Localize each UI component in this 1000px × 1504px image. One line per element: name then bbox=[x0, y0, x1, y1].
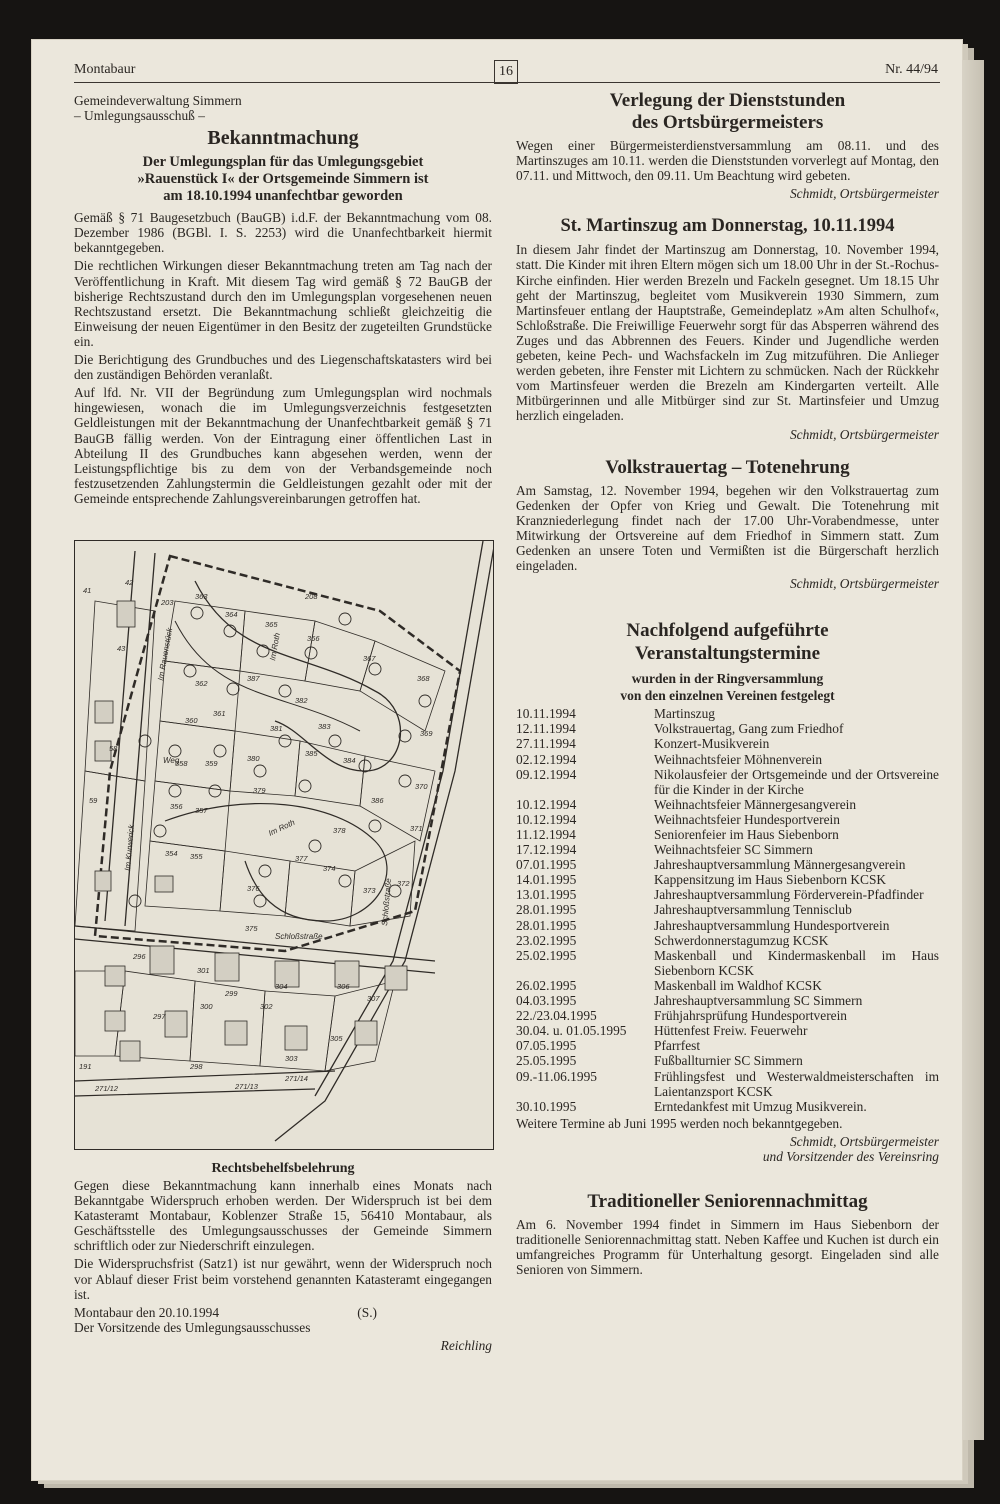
article-title: Veranstaltungstermine bbox=[634, 643, 821, 665]
event-name: Weihnachtsfeier Möhnenverein bbox=[654, 751, 823, 767]
map-label: 306 bbox=[337, 982, 350, 991]
appeal-paragraph: Die Widerspruchsfrist (Satz1) ist nur gewährt, wenn der Widerspruch noch vor Ablauf dieser Frist beim vorstehend genannten Katasteramt eingegangen ist. bbox=[74, 1256, 492, 1302]
notice-subtitle: »Rauenstück I« der Ortsgemeinde Simmern ist bbox=[137, 171, 429, 188]
event-name: Schwerdonnerstagumzug KCSK bbox=[654, 932, 829, 948]
cadastral-map-drawing bbox=[75, 541, 493, 1149]
notice-paragraph: Die Berichtigung des Grundbuches und des Liegenschaftskatasters wird bei den zuständigen Behörden veranlaßt. bbox=[74, 352, 492, 383]
place-date: Montabaur den 20.10.1994 bbox=[74, 1304, 220, 1320]
street-label: Im Kurwerick bbox=[123, 824, 137, 872]
article-signature: und Vorsitzender des Vereinsring bbox=[762, 1148, 939, 1164]
header-rule bbox=[74, 82, 940, 83]
article-body: Am Samstag, 12. November 1994, begehen wir den Volkstrauertag zum Gedenken der Opfer von Krieg und Gewalt. Die Totenehrung mit Kranzniederlegung findet nach der 17.00 Uhr-Vorabendmesse, unter Mitwirkung der Ortsvereine auf dem Friedhof in Simmern statt. Zum Gedenken an unsere Toten und Vermißten ist die Bürgerschaft herzlich eingeladen. bbox=[516, 482, 939, 574]
article-title: Volkstrauertag – Totenehrung bbox=[605, 456, 850, 478]
notice-subtitle: am 18.10.1994 unanfechtbar geworden bbox=[163, 188, 403, 205]
event-name: Weihnachtsfeier Hundesportverein bbox=[654, 811, 840, 827]
event-name: Pfarrfest bbox=[654, 1038, 701, 1054]
map-label: 382 bbox=[295, 696, 308, 705]
event-name: Fußballturnier SC Simmern bbox=[654, 1053, 803, 1069]
event-row bbox=[516, 1069, 939, 1099]
left-column-top bbox=[74, 93, 492, 509]
right-column bbox=[516, 90, 939, 1280]
article-subtitle: wurden in der Ringversammlung bbox=[631, 671, 824, 687]
map-label: 296 bbox=[133, 952, 146, 961]
event-date: 26.02.1995 bbox=[516, 977, 577, 993]
map-label: 299 bbox=[225, 989, 238, 998]
map-label: 300 bbox=[200, 1002, 213, 1011]
event-date: 25.02.1995 bbox=[516, 947, 577, 963]
event-date: 25.05.1995 bbox=[516, 1053, 577, 1069]
event-date: 17.12.1994 bbox=[516, 842, 577, 858]
event-date: 23.02.1995 bbox=[516, 932, 577, 948]
map-label: 305 bbox=[330, 1034, 343, 1043]
map-label: 360 bbox=[185, 716, 198, 725]
map-label: 373 bbox=[363, 886, 376, 895]
event-row bbox=[516, 797, 939, 812]
event-row bbox=[516, 918, 939, 933]
event-row bbox=[516, 812, 939, 827]
map-label: 378 bbox=[333, 826, 346, 835]
map-label: 365 bbox=[265, 620, 278, 629]
map-label: 381 bbox=[270, 724, 283, 733]
notice-paragraph: Die rechtlichen Wirkungen dieser Bekanntmachung treten am Tag nach der Veröffentlichung in Kraft. Mit diesem Tag wird gemäß § 72 BauGB der bisherige Rechtszustand durch den im Umlegungsplan vorgesehenen neuen Rechtszustand ersetzt. Die Bekanntmachung schließt gleichzeitig die Einweisung der neuen Eigentümer in den Besitz der zugeteilten Grundstücke ein. bbox=[74, 258, 492, 349]
notice-title: Bekanntmachung bbox=[207, 127, 359, 150]
article-signature: Schmidt, Ortsbürgermeister bbox=[789, 1133, 939, 1149]
map-label: 368 bbox=[417, 674, 430, 683]
event-date: 28.01.1995 bbox=[516, 902, 577, 918]
notice-paragraph: Gemäß § 71 Baugesetzbuch (BauGB) i.d.F. der Bekanntmachung vom 08. Dezember 1986 (BGBl. I. S. 2253) wird die Unanfechtbarkeit hiermit bekanntgegeben. bbox=[74, 210, 492, 256]
event-row bbox=[516, 842, 939, 857]
event-name: Jahreshauptversammlung Männergesangverein bbox=[654, 857, 906, 873]
map-label: 355 bbox=[190, 852, 203, 861]
map-label: 386 bbox=[371, 796, 384, 805]
map-label: 387 bbox=[247, 674, 260, 683]
map-label: 58 bbox=[109, 744, 118, 753]
event-name: Konzert-Musikverein bbox=[654, 736, 770, 752]
map-label: 369 bbox=[420, 729, 433, 738]
event-date: 10.12.1994 bbox=[516, 811, 577, 827]
event-date: 10.12.1994 bbox=[516, 796, 577, 812]
event-name: Jahreshauptversammlung Tennisclub bbox=[654, 902, 852, 918]
map-label: 41 bbox=[83, 586, 92, 595]
place-date-line bbox=[74, 1305, 492, 1320]
map-label: 375 bbox=[245, 924, 258, 933]
event-row bbox=[516, 706, 939, 721]
page-edge bbox=[962, 60, 984, 1440]
map-label: 304 bbox=[275, 982, 288, 991]
event-date: 22./23.04.1995 bbox=[516, 1008, 597, 1024]
event-date: 13.01.1995 bbox=[516, 887, 577, 903]
map-label: 363 bbox=[195, 592, 208, 601]
map-label: 303 bbox=[285, 1054, 298, 1063]
page-number: 16 bbox=[494, 60, 518, 84]
map-label: 271/14 bbox=[285, 1074, 308, 1083]
event-row bbox=[516, 857, 939, 872]
article-body: In diesem Jahr findet der Martinszug am Donnerstag, 10. November 1994, statt. Die Kinder mit ihren Eltern mögen sich um 18.00 Uhr in der St.-Rochus-Kirche einfinden. Hier werden Brezeln und Fackeln gesegnet. Um 18.15 Uhr geht der Martinszug, begleitet vom Musikverein 1930 Simmern, zum Martinsfeuer entlang der Hauptstraße, Gemeindeplatz »Am alten Schulhof«, Schloßstraße. Die Freiwillige Feuerwehr sorgt für das Absperren während des Zuges und das Abbrennen des Feuers. Kinder und Jugendliche werden gebeten, keine Pech- und Wachsfackeln im Zug mitzuführen. Die Anlieger werden gebeten, ihre Fenster mit Lichtern zu schmücken. Nach der Rückkehr vom Martinsfeuer werden die Brezeln am Kindergarten verteilt. Alle Mitbürgerinnen und alle Mitbürger sind zur St. Martinsfeier und Umzug herzlich eingeladen. bbox=[516, 242, 939, 424]
event-row bbox=[516, 902, 939, 917]
event-date: 27.11.1994 bbox=[516, 736, 576, 752]
event-name: Frühlingsfest und Westerwaldmeisterschaften im Laientanzsport KCSK bbox=[654, 1068, 939, 1099]
notice-paragraph: Auf lfd. Nr. VII der Begründung zum Umlegungsplan wird nochmals hingewiesen, wonach die im Umlegungsverzeichnis festgesetzten Geldleistungen mit der Bekanntmachung der Unanfechtbarkeit gemäß § 71 BauGB fällig werden. Von der Eintragung einer öffentlichen Last in Abteilung II des Grundbuches kann abgesehen werden, wenn der Leistungspflichtige bis zu dem von der Verbandsgemeinde noch festzusetzenden Zahlungstermin die Geldleistungen gezahlt oder mit der Gemeinde entsprechende Zahlungsvereinbarungen getroffen hat. bbox=[74, 385, 492, 506]
event-row bbox=[516, 752, 939, 767]
event-name: Maskenball und Kindermaskenball im Haus Siebenborn KCSK bbox=[654, 947, 939, 978]
event-row bbox=[516, 872, 939, 887]
map-label: 354 bbox=[165, 849, 178, 858]
event-row bbox=[516, 978, 939, 993]
event-row bbox=[516, 1038, 939, 1053]
event-date: 07.05.1995 bbox=[516, 1038, 577, 1054]
street-label: Schloßstraße bbox=[275, 932, 323, 941]
street-label: Im Rauenstück bbox=[156, 627, 175, 682]
map-label: 361 bbox=[213, 709, 226, 718]
map-label: 362 bbox=[195, 679, 208, 688]
map-label: 372 bbox=[397, 879, 410, 888]
event-date: 09.12.1994 bbox=[516, 766, 577, 782]
map-label: 359 bbox=[205, 759, 218, 768]
map-label: 59 bbox=[89, 796, 98, 805]
event-row bbox=[516, 827, 939, 842]
map-label: 307 bbox=[367, 994, 380, 1003]
event-name: Jahreshauptversammlung Hundesportverein bbox=[654, 917, 890, 933]
map-label: 384 bbox=[343, 756, 356, 765]
map-label: 302 bbox=[260, 1002, 273, 1011]
map-label: 203 bbox=[161, 598, 174, 607]
map-label: 366 bbox=[307, 634, 320, 643]
event-name: Martinszug bbox=[654, 706, 715, 722]
map-label: 43 bbox=[117, 644, 126, 653]
signature: Reichling bbox=[440, 1337, 492, 1353]
map-label: 42 bbox=[125, 578, 134, 587]
map-label: 298 bbox=[190, 1062, 203, 1071]
event-date: 09.-11.06.1995 bbox=[516, 1068, 597, 1084]
event-row bbox=[516, 933, 939, 948]
event-date: 02.12.1994 bbox=[516, 751, 577, 767]
appeal-title: Rechtsbehelfsbelehrung bbox=[211, 1161, 355, 1176]
event-name: Seniorenfeier im Haus Siebenborn bbox=[654, 827, 839, 842]
map-label: 383 bbox=[318, 722, 331, 731]
map-label: 371 bbox=[410, 824, 423, 833]
left-column-bottom bbox=[74, 1160, 492, 1353]
event-name: Weihnachtsfeier SC Simmern bbox=[654, 842, 813, 858]
event-name: Jahreshauptversammlung SC Simmern bbox=[654, 993, 863, 1009]
event-name: Erntedankfest mit Umzug Musikverein. bbox=[654, 1098, 867, 1114]
map-label: 271/12 bbox=[95, 1084, 118, 1093]
sender-line: – Umlegungsausschuß – bbox=[74, 108, 205, 124]
event-date: 28.01.1995 bbox=[516, 917, 577, 933]
article-body: Wegen einer Bürgermeisterdienstversammlung am 08.11. und des Martinszuges am 10.11. werden die Dienststunden vorverlegt auf Montag, den 07.11. und Mittwoch, den 09.11. Um Beachtung wird gebeten. bbox=[516, 138, 939, 184]
event-date: 12.11.1994 bbox=[516, 721, 576, 737]
article-title: St. Martinszug am Donnerstag, 10.11.1994 bbox=[560, 216, 895, 237]
event-date: 04.03.1995 bbox=[516, 993, 577, 1009]
cadastral-map bbox=[74, 540, 494, 1150]
map-label: 376 bbox=[247, 884, 260, 893]
event-date: 14.01.1995 bbox=[516, 872, 577, 888]
event-row bbox=[516, 721, 939, 736]
event-name: Kappensitzung im Haus Siebenborn KCSK bbox=[654, 872, 887, 888]
chair-line: Der Vorsitzende des Umlegungsausschusses bbox=[74, 1319, 311, 1335]
map-label: 374 bbox=[323, 864, 336, 873]
article-signature: Schmidt, Ortsbürgermeister bbox=[789, 426, 939, 442]
event-name: Nikolausfeier der Ortsgemeinde und der Ortsvereine für die Kinder in der Kirche bbox=[654, 766, 939, 797]
map-label: 370 bbox=[415, 782, 428, 791]
map-label: 208 bbox=[305, 592, 318, 601]
event-row bbox=[516, 948, 939, 978]
event-row bbox=[516, 767, 939, 797]
event-row bbox=[516, 1099, 939, 1114]
map-label: 191 bbox=[79, 1062, 92, 1071]
article-subtitle: von den einzelnen Vereinen festgelegt bbox=[620, 688, 835, 704]
map-label: 297 bbox=[153, 1012, 166, 1021]
event-name: Hüttenfest Freiw. Feuerwehr bbox=[654, 1023, 808, 1039]
article-body: Am 6. November 1994 findet in Simmern im Haus Siebenborn der traditionelle Seniorennachmittag statt. Neben Kaffee und Kuchen ist durch ein umfangreiches Programm für Unterhaltung gesorgt. Eingeladen sind alle Senioren von Simmern. bbox=[516, 1217, 939, 1278]
map-label: 385 bbox=[305, 749, 318, 758]
article-title: Verlegung der Dienststunden bbox=[609, 90, 846, 111]
article-title: Traditioneller Seniorennachmittag bbox=[587, 1191, 868, 1213]
event-name: Jahreshauptversammlung Förderverein-Pfadfinder bbox=[654, 887, 924, 903]
seal: (S.) bbox=[357, 1304, 377, 1320]
street-label: Schloßstraße bbox=[380, 877, 394, 927]
article-title: des Ortsbürgermeisters bbox=[631, 112, 824, 133]
notice-subtitle: Der Umlegungsplan für das Umlegungsgebiet bbox=[142, 154, 424, 171]
article-title: Nachfolgend aufgeführte bbox=[626, 620, 829, 642]
header-town: Montabaur bbox=[74, 62, 136, 77]
event-date: 30.04. u. 01.05.1995 bbox=[516, 1023, 627, 1039]
event-name: Frühjahrsprüfung Hundesportverein bbox=[654, 1008, 848, 1024]
map-label: 271/13 bbox=[235, 1082, 258, 1091]
event-row bbox=[516, 1023, 939, 1038]
header-issue: Nr. 44/94 bbox=[885, 62, 938, 77]
map-label: 301 bbox=[197, 966, 210, 975]
event-row bbox=[516, 993, 939, 1008]
street-label: Im Roth bbox=[267, 817, 297, 838]
map-label: 367 bbox=[363, 654, 376, 663]
map-label: 356 bbox=[170, 802, 183, 811]
event-date: 10.11.1994 bbox=[516, 706, 576, 722]
events-list bbox=[516, 706, 939, 1114]
event-name: Volkstrauertag, Gang zum Friedhof bbox=[654, 721, 844, 737]
event-name: Maskenball im Waldhof KCSK bbox=[654, 977, 822, 993]
event-row bbox=[516, 736, 939, 751]
map-label: 380 bbox=[247, 754, 260, 763]
map-label: 379 bbox=[253, 786, 266, 795]
map-label: 377 bbox=[295, 854, 308, 863]
map-label: 364 bbox=[225, 610, 238, 619]
map-label: 357 bbox=[195, 806, 208, 815]
sender-line: Gemeindeverwaltung Simmern bbox=[74, 93, 242, 108]
street-label: Weg bbox=[163, 756, 180, 765]
event-row bbox=[516, 1008, 939, 1023]
appeal-paragraph: Gegen diese Bekanntmachung kann innerhalb eines Monats nach Bekanntgabe Widerspruch erhoben werden. Der Widerspruch ist bei dem Katasteramt Montabaur, Koblenzer Straße 15, 56410 Montabaur, als Geschäftsstelle des Umlegungsausschusses der Gemeinde Simmern schriftlich oder zur Niederschrift einzulegen. bbox=[74, 1178, 492, 1254]
event-date: 30.10.1995 bbox=[516, 1098, 577, 1114]
event-date: 07.01.1995 bbox=[516, 857, 577, 873]
article-signature: Schmidt, Ortsbürgermeister bbox=[789, 576, 939, 592]
event-date: 11.12.1994 bbox=[516, 827, 576, 842]
street-label: Im Roth bbox=[268, 632, 282, 662]
map-label: 358 bbox=[175, 759, 188, 768]
article-body: Weitere Termine ab Juni 1995 werden noch bekanntgegeben. bbox=[516, 1115, 843, 1131]
event-name: Weihnachtsfeier Männergesangverein bbox=[654, 796, 857, 812]
event-row bbox=[516, 1053, 939, 1068]
event-row bbox=[516, 887, 939, 902]
article-signature: Schmidt, Ortsbürgermeister bbox=[789, 186, 939, 202]
